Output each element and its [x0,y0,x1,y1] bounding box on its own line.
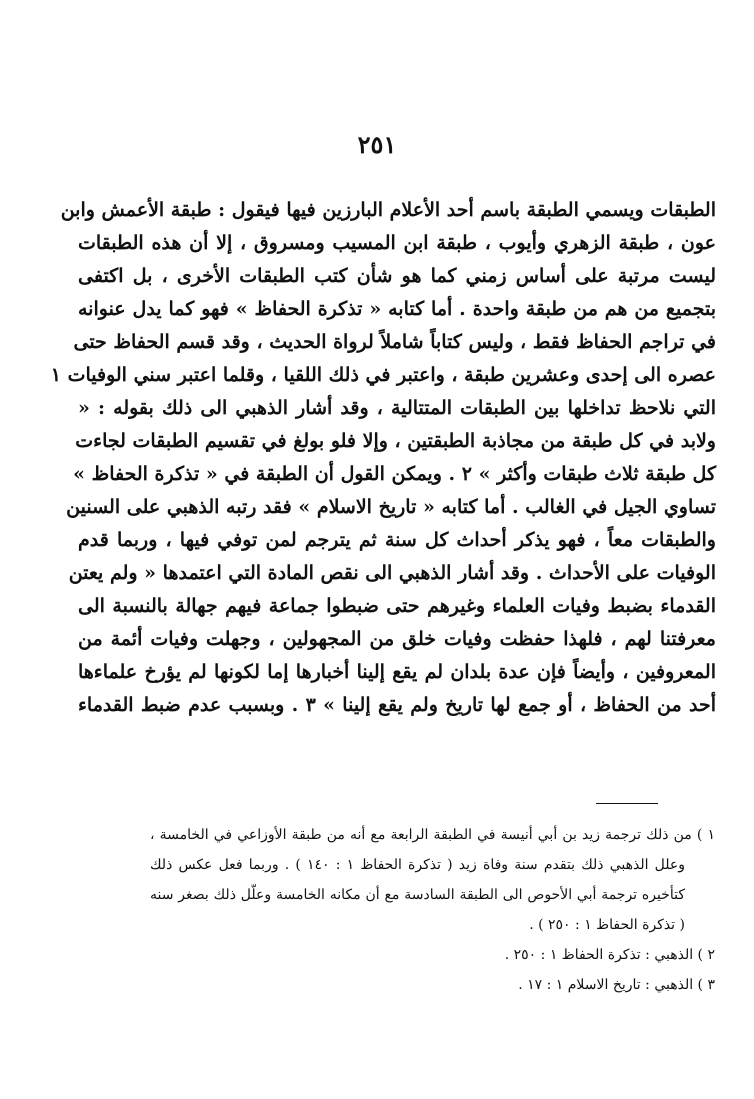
text-line: المعروفين ، وأيضاً فإن عدة بلدان لم يقع إلينا أخبارها إما لكونها لم يؤرخ علماءها [78,661,716,683]
footnote-separator [596,803,658,804]
text-line: كل طبقة ثلاث طبقات وأكثر » ٢ . ويمكن القول أن الطبقة في « تذكرة الحفاظ » [73,463,716,485]
text-line: الطبقات ويسمي الطبقة باسم أحد الأعلام البارزين فيها فيقول : طبقة الأعمش وابن [60,199,716,221]
text-line: عصره الى إحدى وعشرين طبقة ، واعتبر في ذلك اللقيا ، وقلما اعتبر سني الوفيات ١ [50,364,716,386]
text-line: ولابد في كل طبقة من مجاذبة الطبقتين ، وإلا فلو بولغ في تقسيم الطبقات لجاءت [75,430,716,452]
text-line: القدماء بضبط وفيات العلماء وغيرهم حتى ضبطوا جماعة فيهم جهالة بالنسبة الى [78,595,716,617]
text-line: عون ، طبقة الزهري وأيوب ، طبقة ابن المسيب ومسروق ، إلا أن هذه الطبقات [78,232,716,254]
footnote-3: ٣ ) الذهبي : تاريخ الاسلام ١ : ١٧ . [518,977,715,993]
footnote-1-line: وعلل الذهبي ذلك بتقدم سنة وفاة زيد ( تذكرة الحفاظ ١ : ١٤٠ ) . وربما فعل عكس ذلك [150,857,686,873]
text-line: التي نلاحظ تداخلها بين الطبقات المتتالية ، وقد أشار الذهبي الى ذلك بقوله : « [78,397,716,419]
text-line: ليست مرتبة على أساس زمني كما هو شأن كتب الطبقات الأخرى ، بل اكتفى [78,265,716,287]
text-line: معرفتنا لهم ، فلهذا حفظت وفيات خلق من المجهولين ، وجهلت وفيات أئمة من [78,628,716,650]
footnote-1-line: ١ ) من ذلك ترجمة زيد بن أبي أنيسة في الطبقة الرابعة مع أنه من طبقة الأوزاعي في الخامسة ، [150,827,715,843]
text-line: بتجميع من هم من طبقة واحدة . أما كتابه « تذكرة الحفاظ » فهو كما يدل عنوانه [78,298,716,320]
text-line: في تراجم الحفاظ فقط ، وليس كتاباً شاملاً لرواة الحديث ، وقد قسم الحفاظ حتى [73,331,716,353]
text-line: أحد من الحفاظ ، أو جمع لها تاريخ ولم يقع إلينا » ٣ . وبسبب عدم ضبط القدماء [78,694,716,716]
footnote-2: ٢ ) الذهبي : تذكرة الحفاظ ١ : ٢٥٠ . [504,947,715,963]
footnote-1-line: كتأخيره ترجمة أبي الأحوص الى الطبقة السادسة مع أن مكانه الخامسة وعلّل ذلك بصغر سنه [150,887,685,903]
footnote-1-line: ( تذكرة الحفاظ ١ : ٢٥٠ ) . [529,917,685,933]
footnotes [150,820,715,1000]
text-line: الوفيات على الأحداث . وقد أشار الذهبي الى نقص المادة التي اعتمدها « ولم يعتن [68,562,716,584]
text-line: تساوي الجيل في الغالب . أما كتابه « تاريخ الاسلام » فقد رتبه الذهبي على السنين [66,496,716,518]
page-number: ٢٥١ [357,130,397,159]
text-line: والطبقات معاً ، فهو يذكر أحداث كل سنة ثم يترجم لمن توفي فيها ، وربما قدم [78,529,716,551]
main-text [50,194,716,722]
